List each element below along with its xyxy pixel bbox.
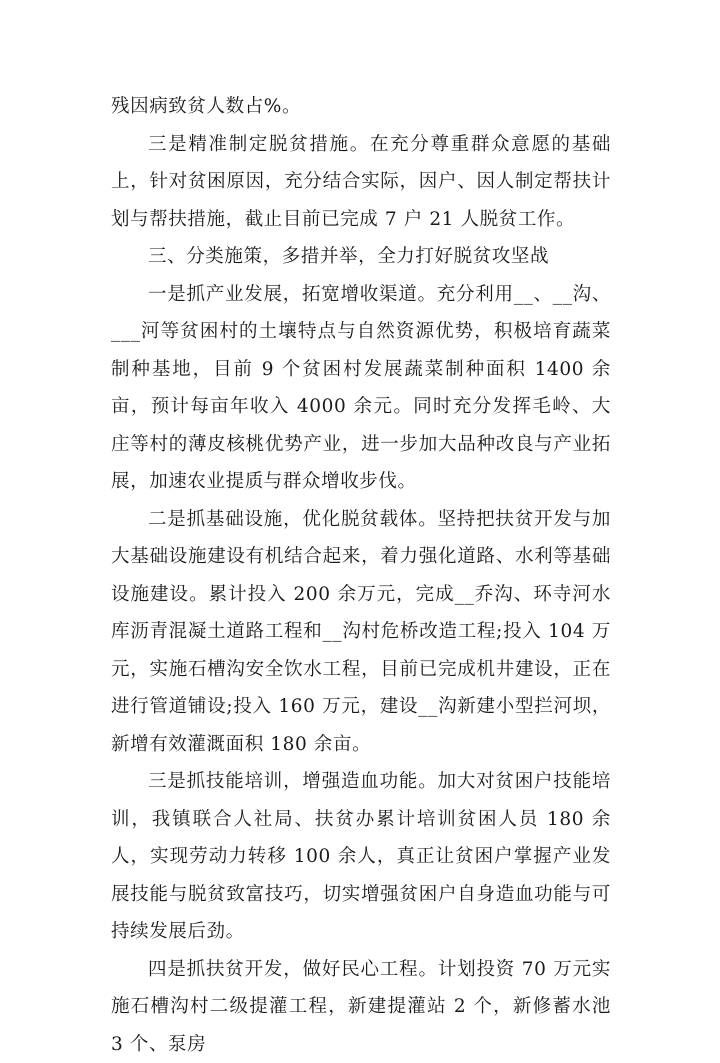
section-heading: 三、分类施策，多措并举，全力打好脱贫攻坚战	[111, 238, 611, 276]
paragraph-skills-training: 三是抓技能培训，增强造血功能。加大对贫困户技能培训，我镇联合人社局、扶贫办累计培训贫困人员 180 余人，实现劳动力转移 100 余人，真正让贫困户掌握产业发展技能与脱贫致富技巧，切实增强贫困户自身造血功能与可持续发展后劲。	[111, 763, 611, 951]
paragraph-continuation: 残因病致贫人数占%。	[111, 88, 611, 126]
paragraph-infrastructure: 二是抓基础设施，优化脱贫载体。坚持把扶贫开发与加大基础设施建设有机结合起来，着力强化道路、水利等基础设施建设。累计投入 200 余万元，完成__乔沟、环寺河水库沥青混凝土道路工程和__沟村危桥改造工程;投入 104 万元，实施石槽沟安全饮水工程，目前已完成机井建设，正在进行管道铺设;投入 160 万元，建设__沟新建小型拦河坝，新增有效灌溉面积 180 余亩。	[111, 501, 611, 764]
document-body	[111, 88, 611, 1063]
paragraph-poverty-measures: 三是精准制定脱贫措施。在充分尊重群众意愿的基础上，针对贫困原因，充分结合实际，因户、因人制定帮扶计划与帮扶措施，截止目前已完成 7 户 21 人脱贫工作。	[111, 126, 611, 239]
paragraph-industry-development: 一是抓产业发展，拓宽增收渠道。充分利用__、__沟、___河等贫困村的土壤特点与自然资源优势，积极培育蔬菜制种基地，目前 9 个贫困村发展蔬菜制种面积 1400 余亩，预计每亩年收入 4000 余元。同时充分发挥毛岭、大庄等村的薄皮核桃优势产业，进一步加大品种改良与产业拓展，加速农业提质与群众增收步伐。	[111, 276, 611, 501]
paragraph-poverty-alleviation-projects: 四是抓扶贫开发，做好民心工程。计划投资 70 万元实施石槽沟村二级提灌工程，新建提灌站 2 个，新修蓄水池 3 个、泵房	[111, 951, 611, 1063]
